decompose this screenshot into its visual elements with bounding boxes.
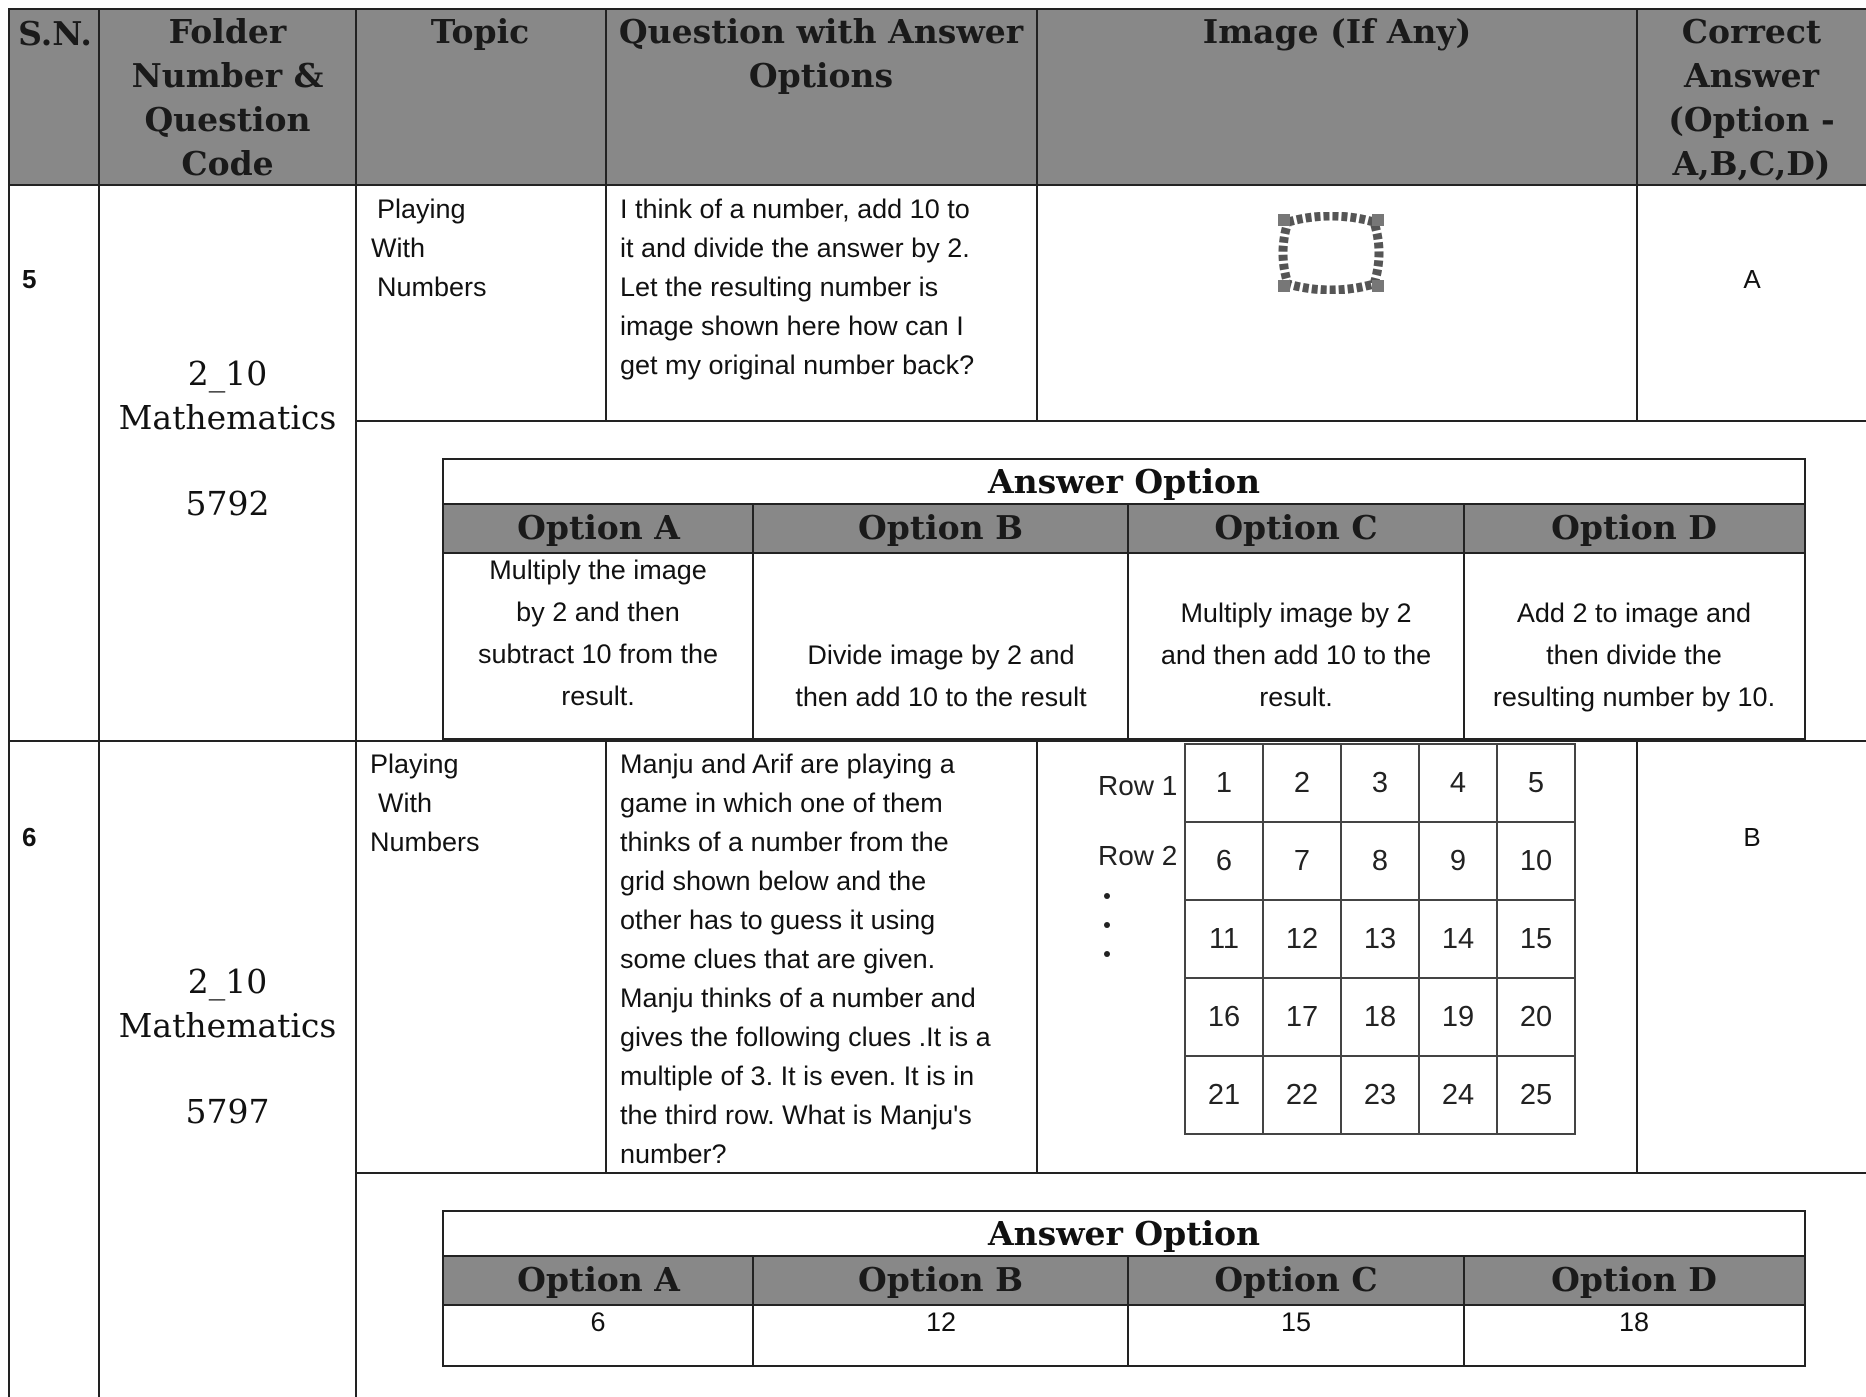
border-col3-header <box>605 8 607 186</box>
row6-question: Manju and Arif are playing a game in which one of them thinks of a number from the grid shown below and the other has to guess it using some clues that are given. Manju thinks of a number and gives the following clues .It is a multiple of 3. It is even. It is in the third row. What is Manju's number? <box>620 749 991 1169</box>
row6-option-b-header: Option B <box>858 1260 1023 1299</box>
row5-option-c: Multiply image by 2 and then add 10 to the result. <box>1160 598 1432 712</box>
row5-option-a: Multiply the image by 2 and then subtract 10 from the result. <box>477 555 719 711</box>
row5-option-d-header: Option D <box>1551 508 1717 547</box>
border-header-bottom <box>10 184 1866 186</box>
grid-cell: 11 <box>1185 900 1263 978</box>
grid-cell: 17 <box>1263 978 1341 1056</box>
grid-row <box>1185 978 1575 1056</box>
row6-option-b: 12 <box>925 1307 957 1337</box>
row5-sn: 5 <box>22 264 37 294</box>
header-topic: Topic <box>430 12 530 51</box>
row6-answer-option-title: Answer Option <box>987 1214 1261 1253</box>
grid-row <box>1185 822 1575 900</box>
row5-option-b-header: Option B <box>858 508 1023 547</box>
border-col4-row6 <box>1036 740 1038 1174</box>
row6-correct-answer: B <box>1743 822 1761 852</box>
grid-cell: 2 <box>1263 744 1341 822</box>
row6-option-d-header: Option D <box>1551 1260 1717 1299</box>
placeholder-shape-image <box>1274 212 1388 294</box>
grid-cell: 7 <box>1263 822 1341 900</box>
border-col1 <box>98 8 100 1397</box>
row6-sn: 6 <box>22 822 37 852</box>
grid-cell: 25 <box>1497 1056 1575 1134</box>
row6-option-c-header: Option C <box>1214 1260 1378 1299</box>
grid-cell: 22 <box>1263 1056 1341 1134</box>
grid-cell: 3 <box>1341 744 1419 822</box>
grid-cell: 5 <box>1497 744 1575 822</box>
border-col4-top <box>1036 8 1038 422</box>
grid-ellipsis-dot <box>1104 893 1110 899</box>
border-row-divider <box>10 740 1866 742</box>
header-sn: S.N. <box>18 14 92 53</box>
grid-cell: 9 <box>1419 822 1497 900</box>
row6-folder: 2_10 Mathematics 5797 <box>118 962 337 1131</box>
grid-cell: 8 <box>1341 822 1419 900</box>
header-folder: Folder Number & Question Code <box>131 12 324 183</box>
header-question: Question with Answer Options <box>618 12 1024 95</box>
row6-topic: Playing With Numbers <box>370 749 480 857</box>
row6-option-a: 6 <box>590 1307 606 1337</box>
row5-option-d: Add 2 to image and then divide the resulting number by 10. <box>1492 598 1776 712</box>
grid-cell: 1 <box>1185 744 1263 822</box>
border-col5-top <box>1636 8 1638 422</box>
row6-option-a-header: Option A <box>517 1260 680 1299</box>
row5-option-a-header: Option A <box>517 508 680 547</box>
border-left <box>8 8 10 1397</box>
grid-cell: 6 <box>1185 822 1263 900</box>
row5-option-b: Divide image by 2 and then add 10 to the result <box>795 640 1087 712</box>
grid-row2-label: Row 2 <box>1098 840 1178 871</box>
grid-cell: 20 <box>1497 978 1575 1056</box>
grid-row <box>1185 1056 1575 1134</box>
grid-cell: 21 <box>1185 1056 1263 1134</box>
grid-row <box>1185 900 1575 978</box>
row6-option-d: 18 <box>1618 1307 1650 1337</box>
border-col3-row6 <box>605 740 607 1174</box>
grid-cell: 18 <box>1341 978 1419 1056</box>
header-correct-answer: Correct Answer (Option - A,B,C,D) <box>1668 12 1835 183</box>
row6-option-c: 15 <box>1280 1307 1312 1337</box>
grid-cell: 23 <box>1341 1056 1419 1134</box>
grid-cell: 19 <box>1419 978 1497 1056</box>
grid-row <box>1185 744 1575 822</box>
number-grid-image <box>1184 743 1576 1135</box>
header-image: Image (If Any) <box>1202 12 1472 51</box>
grid-ellipsis-dot <box>1104 951 1110 957</box>
border-col5-row6 <box>1636 740 1638 1174</box>
row5-option-c-header: Option C <box>1214 508 1378 547</box>
row5-answer-option-title: Answer Option <box>987 462 1261 501</box>
grid-ellipsis-dot <box>1104 922 1110 928</box>
grid-row1-label: Row 1 <box>1098 770 1178 801</box>
grid-cell: 4 <box>1419 744 1497 822</box>
row5-folder: 2_10 Mathematics 5792 <box>118 354 337 523</box>
border-top <box>10 8 1866 10</box>
border-col2 <box>355 8 357 1397</box>
row5-correct-answer: A <box>1743 264 1761 294</box>
grid-cell: 14 <box>1419 900 1497 978</box>
grid-cell: 12 <box>1263 900 1341 978</box>
grid-cell: 24 <box>1419 1056 1497 1134</box>
grid-cell: 13 <box>1341 900 1419 978</box>
grid-cell: 10 <box>1497 822 1575 900</box>
row5-question: I think of a number, add 10 to it and divide the answer by 2. Let the resulting number is image shown here how can I get my original number back? <box>620 194 975 380</box>
grid-cell: 16 <box>1185 978 1263 1056</box>
border-row6-mid <box>355 1172 1866 1174</box>
border-row5-mid <box>355 420 1866 422</box>
border-col3-row5 <box>605 184 607 422</box>
grid-cell: 15 <box>1497 900 1575 978</box>
row5-topic: Playing With Numbers <box>371 194 487 302</box>
